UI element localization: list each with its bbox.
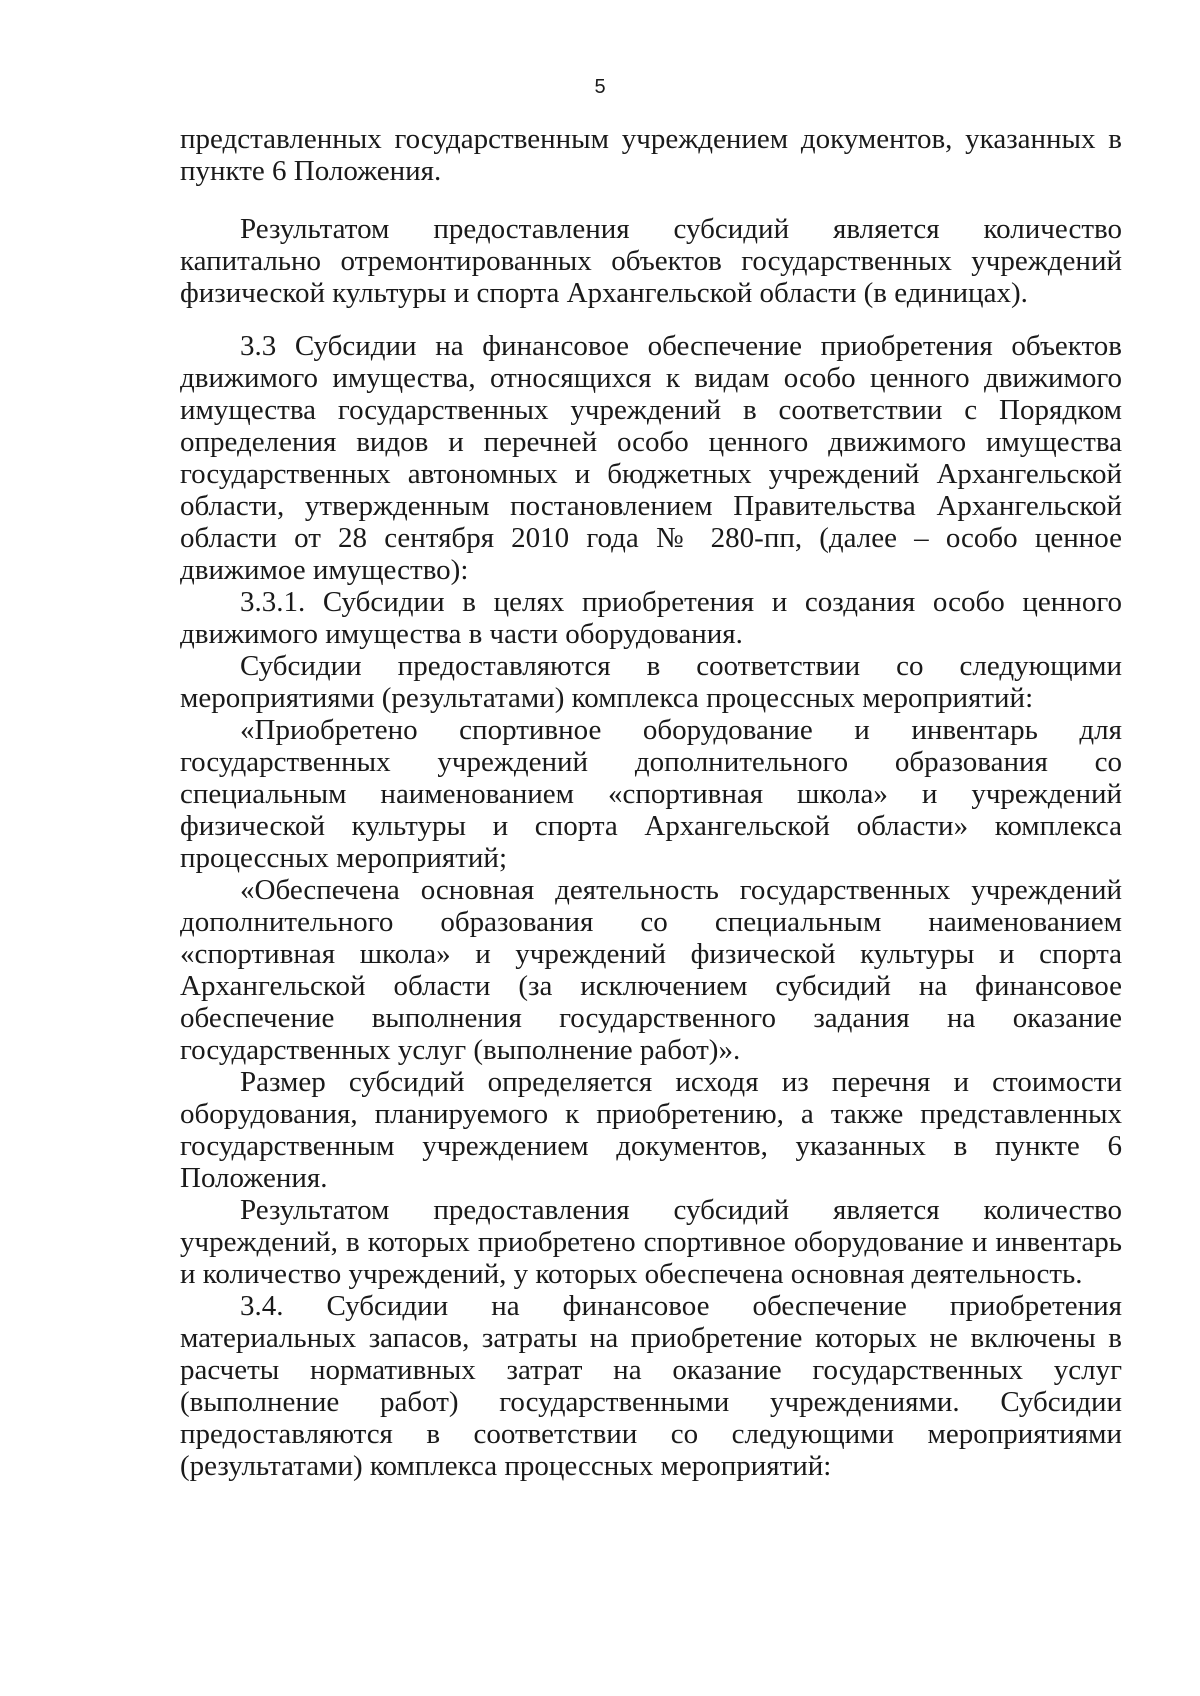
- paragraph-3-4: 3.4. Субсидии на финансовое обеспечение приобретения материальных запасов, затраты на приобретение которых не включены в расчеты нормативных затрат на оказание государственных услуг (выполнение работ) государственными учреждениями. Субсидии предоставляются в соответствии со следующими мероприятиями (результатами) комплекса процессных мероприятий:: [180, 1290, 1122, 1482]
- paragraph-subsidies-activities: Субсидии предоставляются в соответствии со следующими мероприятиями (результатами) комплекса процессных мероприятий:: [180, 650, 1122, 714]
- page-number: 5: [594, 76, 606, 98]
- paragraph-continuation: представленных государственным учреждением документов, указанных в пункте 6 Положения.: [180, 123, 1122, 187]
- paragraph-3-3: 3.3 Субсидии на финансовое обеспечение приобретения объектов движимого имущества, относящихся к видам особо ценного движимого имущества государственных учреждений в соответствии с Порядком определения видов и перечней особо ценного движимого имущества государственных автономных и бюджетных учреждений Архангельской области, утвержденным постановлением Правительства Архангельской области от 28 сентября 2010 года № 280-пп, (далее – особо ценное движимое имущество):: [180, 330, 1122, 586]
- paragraph-result-repair: Результатом предоставления субсидий является количество капитально отремонтированных объектов государственных учреждений физической культуры и спорта Архангельской области (в единицах).: [180, 213, 1122, 309]
- document-body-3: [180, 330, 1122, 1482]
- paragraph-3-3-1: 3.3.1. Субсидии в целях приобретения и создания особо ценного движимого имущества в части оборудования.: [180, 586, 1122, 650]
- paragraph-main-activity: «Обеспечена основная деятельность государственных учреждений дополнительного образования со специальным наименованием «спортивная школа» и учреждений физической культуры и спорта Архангельской области (за исключением субсидий на финансовое обеспечение выполнения государственного задания на оказание государственных услуг (выполнение работ)».: [180, 874, 1122, 1066]
- document-body: [180, 123, 1122, 187]
- paragraph-subsidy-size: Размер субсидий определяется исходя из перечня и стоимости оборудования, планируемого к приобретению, а также представленных государственным учреждением документов, указанных в пункте 6 Положения.: [180, 1066, 1122, 1194]
- document-body-2: [180, 213, 1122, 309]
- paragraph-result-institutions: Результатом предоставления субсидий является количество учреждений, в которых приобретено спортивное оборудование и инвентарь и количество учреждений, у которых обеспечена основная деятельность.: [180, 1194, 1122, 1290]
- paragraph-equipment-purchased: «Приобретено спортивное оборудование и инвентарь для государственных учреждений дополнительного образования со специальным наименованием «спортивная школа» и учреждений физической культуры и спорта Архангельской области» комплекса процессных мероприятий;: [180, 714, 1122, 874]
